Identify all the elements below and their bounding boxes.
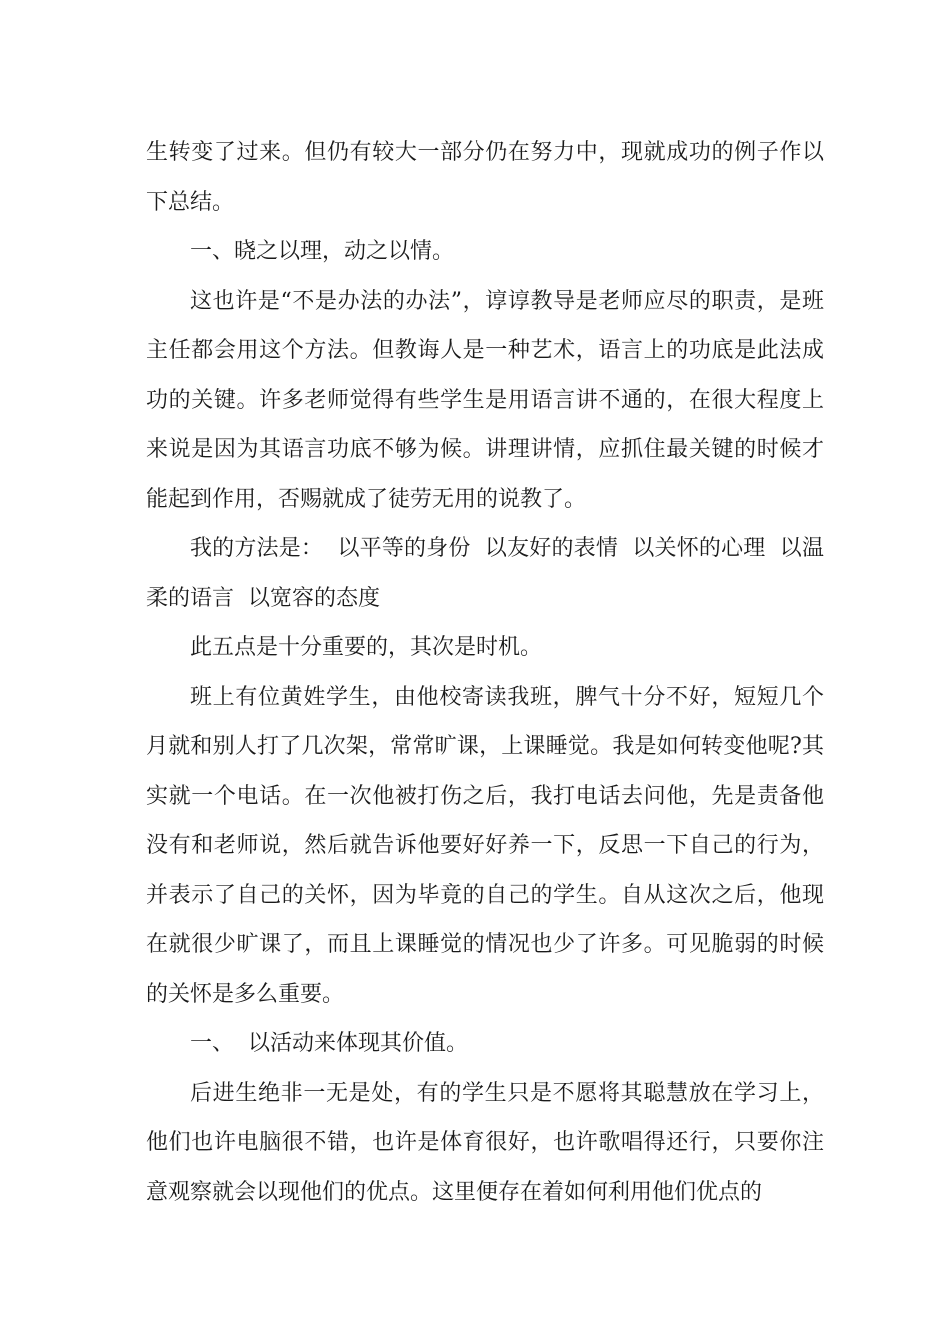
paragraph-5: 此五点是十分重要的，其次是时机。 bbox=[190, 635, 543, 660]
paragraph-4: 我的方法是： 以平等的身份 以友好的表情 以关怀的心理 以温柔的语言 以宽容的态度 bbox=[146, 536, 824, 611]
paragraph-2: 一、晓之以理，动之以情。 bbox=[190, 239, 455, 264]
paragraph-3: 这也许是“不是办法的办法”，谆谆教导是老师应尽的职责，是班主任都会用这个方法。但教诲人是一种艺术，语言上的功底是此法成功的关键。许多老师觉得有些学生是用语言讲不通的，在很大程度上来说是因为其语言功底不够为候。讲理讲情，应抓住最关键的时候才能起到作用，否赐就成了徒劳无用的说教了。 bbox=[146, 288, 824, 512]
document-body bbox=[146, 128, 824, 1217]
paragraph-7: 一、 以活动来体现其价值。 bbox=[190, 1031, 468, 1056]
paragraph-6: 班上有位黄姓学生，由他校寄读我班，脾气十分不好，短短几个月就和别人打了几次架，常常旷课，上课睡觉。我是如何转变他呢?其实就一个电话。在一次他被打伤之后，我打电话去问他，先是责备他没有和老师说，然后就告诉他要好好养一下，反思一下自己的行为，并表示了自己的关怀，因为毕竟的自己的学生。自从这次之后，他现在就很少旷课了，而且上课睡觉的情况也少了许多。可见脆弱的时候的关怀是多么重要。 bbox=[146, 684, 824, 1007]
paragraph-1: 生转变了过来。但仍有较大一部分仍在努力中，现就成功的例子作以下总结。 bbox=[146, 140, 824, 215]
paragraph-8: 后进生绝非一无是处，有的学生只是不愿将其聪慧放在学习上，他们也许电脑很不错，也许是体育很好，也许歌唱得还行，只要你注意观察就会以现他们的优点。这里便存在着如何利用他们优点的 bbox=[146, 1080, 824, 1205]
